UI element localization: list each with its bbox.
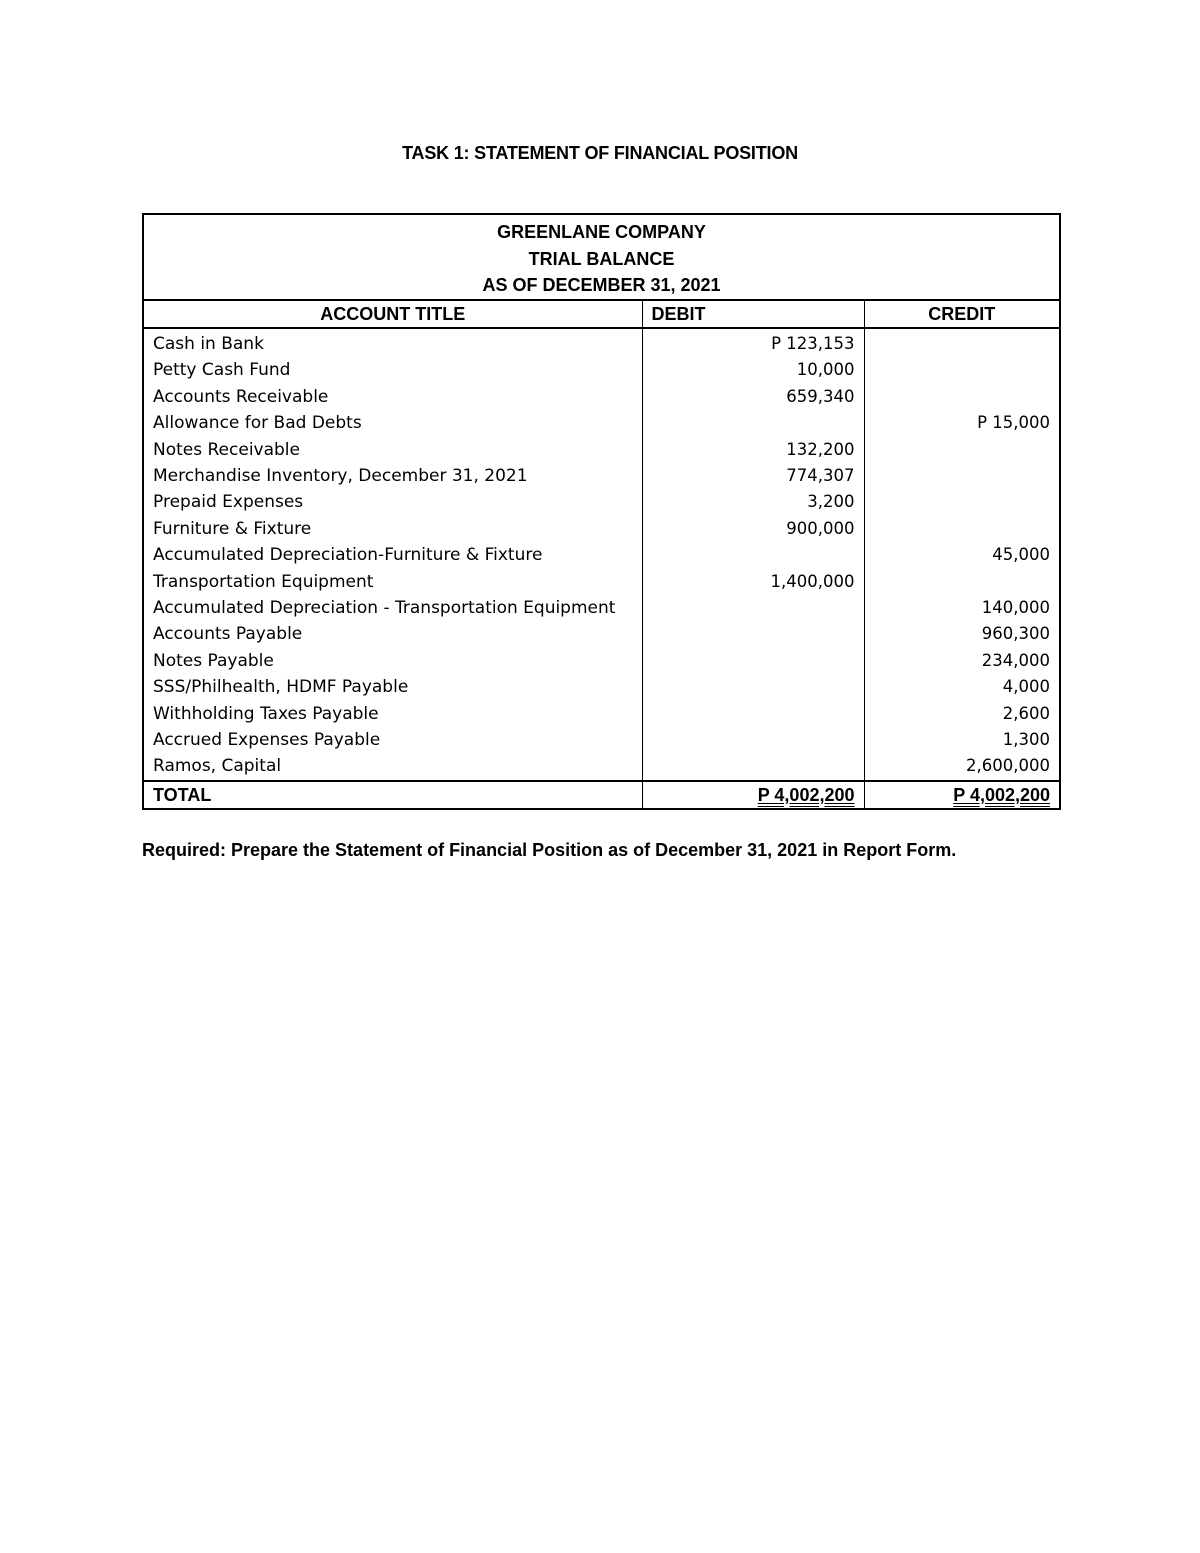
credit-cell xyxy=(864,489,1060,515)
credit-cell: 1,300 xyxy=(864,727,1060,753)
credit-cell: 140,000 xyxy=(864,595,1060,621)
table-row xyxy=(143,328,1060,357)
debit-cell: 900,000 xyxy=(642,516,864,542)
debit-cell: 1,400,000 xyxy=(642,569,864,595)
credit-cell: 45,000 xyxy=(864,542,1060,568)
debit-cell xyxy=(642,648,864,674)
account-title-cell: SSS/Philhealth, HDMF Payable xyxy=(143,674,642,700)
table-row xyxy=(143,410,1060,436)
account-title-cell: Allowance for Bad Debts xyxy=(143,410,642,436)
table-row xyxy=(143,437,1060,463)
table-row xyxy=(143,516,1060,542)
account-title-cell: Accumulated Depreciation - Transportation Equipment xyxy=(143,595,642,621)
table-body xyxy=(143,328,1060,781)
debit-cell: 3,200 xyxy=(642,489,864,515)
table-row xyxy=(143,674,1060,700)
account-title-cell: Petty Cash Fund xyxy=(143,357,642,383)
credit-cell xyxy=(864,328,1060,357)
table-row xyxy=(143,621,1060,647)
credit-cell: 960,300 xyxy=(864,621,1060,647)
credit-cell xyxy=(864,463,1060,489)
account-title-cell: Notes Payable xyxy=(143,648,642,674)
total-row xyxy=(143,781,1060,809)
debit-cell xyxy=(642,701,864,727)
table-row xyxy=(143,648,1060,674)
total-debit: P 4,002,200 xyxy=(757,784,855,805)
trial-balance-table xyxy=(142,213,1059,810)
credit-cell: 2,600,000 xyxy=(864,753,1060,780)
account-title-cell: Merchandise Inventory, December 31, 2021 xyxy=(143,463,642,489)
debit-cell xyxy=(642,621,864,647)
debit-cell xyxy=(642,753,864,780)
company-name: GREENLANE COMPANY xyxy=(497,222,706,242)
account-title-cell: Accounts Receivable xyxy=(143,384,642,410)
debit-cell: 132,200 xyxy=(642,437,864,463)
column-header-debit: DEBIT xyxy=(642,300,864,328)
table-row xyxy=(143,753,1060,780)
credit-cell xyxy=(864,384,1060,410)
credit-cell: 4,000 xyxy=(864,674,1060,700)
table-row xyxy=(143,595,1060,621)
account-title-cell: Notes Receivable xyxy=(143,437,642,463)
report-name: TRIAL BALANCE xyxy=(528,248,675,269)
debit-cell: 10,000 xyxy=(642,357,864,383)
debit-cell xyxy=(642,595,864,621)
required-instruction: Required: Prepare the Statement of Financial Position as of December 31, 2021 in Report Form. xyxy=(142,840,957,860)
debit-cell xyxy=(642,410,864,436)
debit-cell: 659,340 xyxy=(642,384,864,410)
table-row xyxy=(143,489,1060,515)
account-title-cell: Accounts Payable xyxy=(143,621,642,647)
debit-cell: 774,307 xyxy=(642,463,864,489)
account-title-cell: Withholding Taxes Payable xyxy=(143,701,642,727)
table-row xyxy=(143,727,1060,753)
column-header-account-title: ACCOUNT TITLE xyxy=(143,300,642,328)
credit-cell xyxy=(864,516,1060,542)
debit-cell: P 123,153 xyxy=(642,328,864,357)
table-row xyxy=(143,542,1060,568)
table-row xyxy=(143,384,1060,410)
account-title-cell: Transportation Equipment xyxy=(143,569,642,595)
total-credit-cell xyxy=(864,781,1060,809)
credit-cell: 234,000 xyxy=(864,648,1060,674)
total-credit: P 4,002,200 xyxy=(953,784,1051,805)
account-title-cell: Prepaid Expenses xyxy=(143,489,642,515)
total-label: TOTAL xyxy=(143,781,642,809)
account-title-cell: Cash in Bank xyxy=(143,328,642,357)
table-row xyxy=(143,463,1060,489)
table-row xyxy=(143,569,1060,595)
debit-cell xyxy=(642,727,864,753)
task-title: TASK 1: STATEMENT OF FINANCIAL POSITION xyxy=(402,143,798,163)
credit-cell xyxy=(864,357,1060,383)
account-title-cell: Accrued Expenses Payable xyxy=(143,727,642,753)
total-debit-cell xyxy=(642,781,864,809)
credit-cell: 2,600 xyxy=(864,701,1060,727)
debit-cell xyxy=(642,542,864,568)
table-row xyxy=(143,701,1060,727)
table-row xyxy=(143,357,1060,383)
debit-cell xyxy=(642,674,864,700)
table-caption xyxy=(143,214,1060,300)
account-title-cell: Accumulated Depreciation-Furniture & Fixture xyxy=(143,542,642,568)
report-date: AS OF DECEMBER 31, 2021 xyxy=(482,275,721,295)
account-title-cell: Furniture & Fixture xyxy=(143,516,642,542)
credit-cell xyxy=(864,569,1060,595)
column-header-credit: CREDIT xyxy=(864,300,1060,328)
account-title-cell: Ramos, Capital xyxy=(143,753,642,780)
credit-cell: P 15,000 xyxy=(864,410,1060,436)
credit-cell xyxy=(864,437,1060,463)
